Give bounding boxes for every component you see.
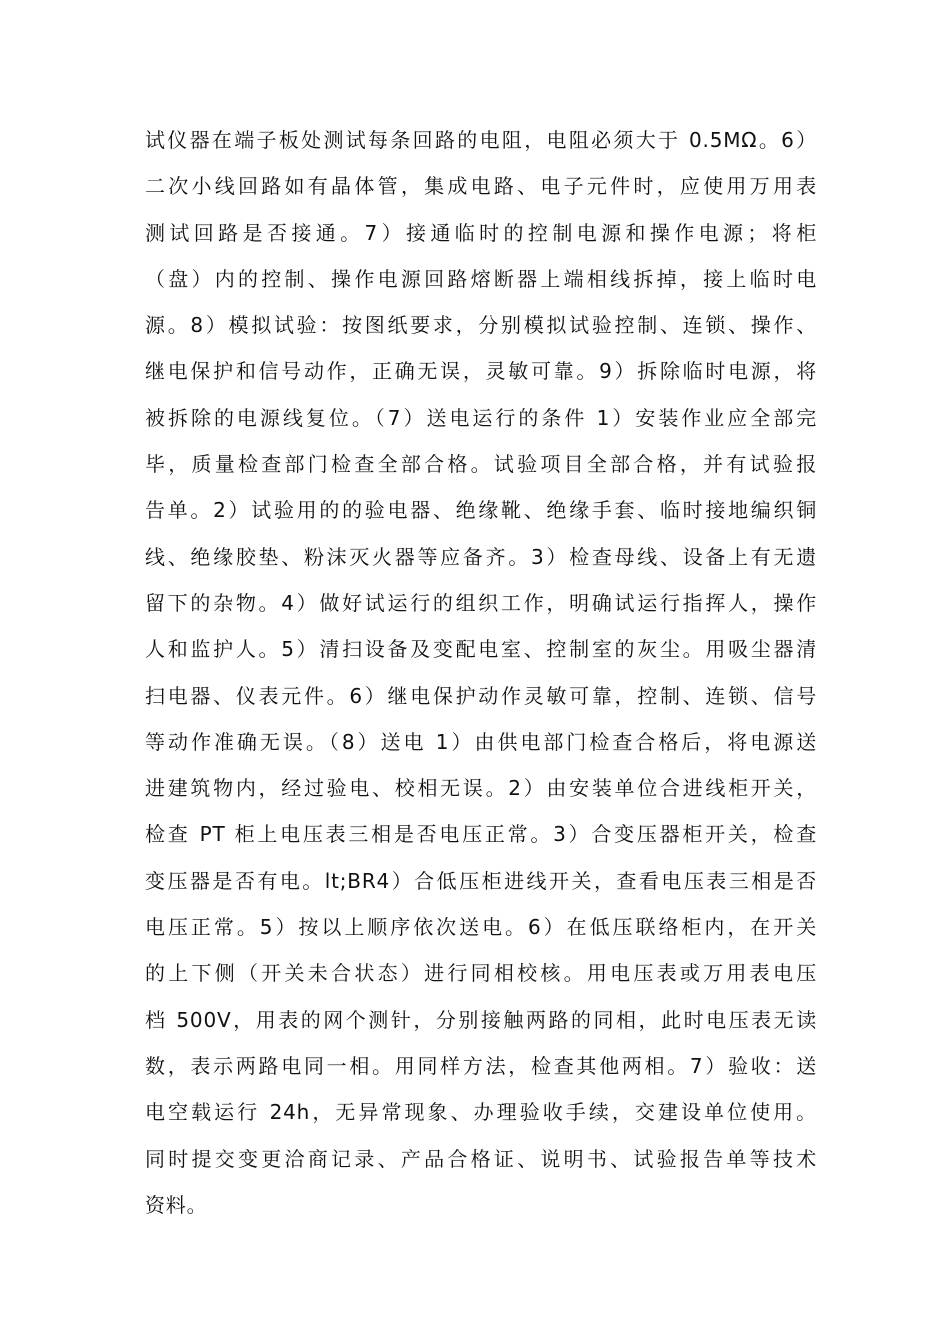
text-line: 检查 PT 柜上电压表三相是否电压正常。3）合变压器柜开关，检查 — [145, 822, 817, 847]
body-text — [145, 117, 817, 1228]
text-line: 同时提交变更洽商记录、产品合格证、说明书、试验报告单等技术 — [145, 1146, 817, 1171]
text-line: （盘）内的控制、操作电源回路熔断器上端相线拆掉，接上临时电 — [145, 266, 817, 291]
text-line: 的上下侧（开关未合状态）进行同相校核。用电压表或万用表电压 — [145, 961, 817, 986]
text-line: 被拆除的电源线复位。（7）送电运行的条件 1）安装作业应全部完 — [145, 405, 817, 430]
text-line: 线、绝缘胶垫、粉沫灭火器等应备齐。3）检查母线、设备上有无遗 — [145, 544, 817, 569]
text-line: 二次小线回路如有晶体管，集成电路、电子元件时，应使用万用表 — [145, 174, 817, 199]
text-line: 变压器是否有电。lt;BR4）合低压柜进线开关，查看电压表三相是否 — [145, 868, 817, 893]
text-line: 档 500V，用表的网个测针，分别接触两路的同相，此时电压表无读 — [145, 1007, 817, 1032]
text-line: 数，表示两路电同一相。用同样方法，检查其他两相。7）验收：送 — [145, 1053, 817, 1078]
text-line: 毕，质量检查部门检查全部合格。试验项目全部合格，并有试验报 — [145, 452, 817, 477]
text-line: 人和监护人。5）清扫设备及变配电室、控制室的灰尘。用吸尘器清 — [145, 637, 817, 662]
text-line: 源。8）模拟试验：按图纸要求，分别模拟试验控制、连锁、操作、 — [145, 313, 817, 338]
text-line: 试仪器在端子板处测试每条回路的电阻，电阻必须大于 0.5MΩ。6） — [145, 128, 817, 152]
text-line: 等动作准确无误。（8）送电 1）由供电部门检查合格后，将电源送 — [145, 729, 817, 754]
text-line: 告单。2）试验用的的验电器、绝缘靴、绝缘手套、临时接地编织铜 — [145, 498, 817, 523]
text-line: 继电保护和信号动作，正确无误，灵敏可靠。9）拆除临时电源，将 — [145, 359, 817, 384]
text-line: 电空载运行 24h，无异常现象、办理验收手续，交建设单位使用。 — [145, 1100, 817, 1125]
text-line: 扫电器、仪表元件。6）继电保护动作灵敏可靠，控制、连锁、信号 — [145, 683, 817, 708]
text-line: 测试回路是否接通。7）接通临时的控制电源和操作电源；将柜 — [145, 220, 817, 245]
text-line: 留下的杂物。4）做好试运行的组织工作，明确试运行指挥人，操作 — [145, 590, 817, 615]
text-line: 资料。 — [145, 1192, 208, 1217]
text-line: 电压正常。5）按以上顺序依次送电。6）在低压联络柜内，在开关 — [145, 915, 817, 940]
text-line: 进建筑物内，经过验电、校相无误。2）由安装单位合进线柜开关， — [145, 776, 817, 801]
